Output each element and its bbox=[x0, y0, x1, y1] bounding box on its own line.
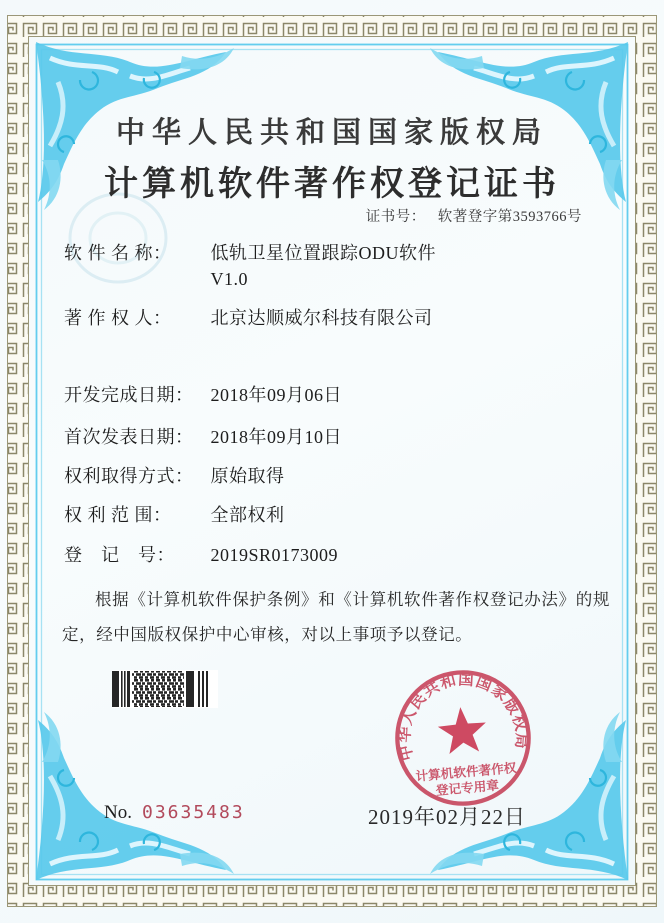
field-label: 开发完成日期： bbox=[64, 385, 194, 405]
field-row-dev-complete-date bbox=[64, 382, 342, 408]
field-row-registration-number bbox=[64, 542, 338, 568]
serial-prefix: No. bbox=[104, 802, 132, 823]
field-label: 权利取得方式： bbox=[64, 466, 194, 486]
certificate-number-label: 证书号： bbox=[365, 209, 426, 225]
field-row-acquisition-method bbox=[64, 463, 285, 489]
field-label: 首次发表日期： bbox=[64, 427, 194, 447]
software-name: 低轨卫星位置跟踪ODU软件 bbox=[210, 243, 436, 263]
software-version: V1.0 bbox=[210, 269, 248, 289]
barcode-2d-icon bbox=[112, 670, 218, 708]
field-row-rights-scope bbox=[64, 502, 285, 528]
dev-complete-date: 2018年09月06日 bbox=[210, 385, 342, 405]
field-value bbox=[211, 240, 437, 292]
field-row-copyright-owner bbox=[64, 305, 433, 331]
field-label: 著 作 权 人： bbox=[64, 308, 172, 328]
field-label: 软 件 名 称： bbox=[64, 243, 172, 263]
acquisition-method: 原始取得 bbox=[210, 466, 285, 486]
seal-line1: 计算机软件著作权 bbox=[415, 760, 517, 784]
field-row-first-publish-date bbox=[64, 424, 342, 450]
certificate-number-line bbox=[366, 205, 582, 226]
serial-number: 03635483 bbox=[141, 802, 245, 823]
rights-scope: 全部权利 bbox=[210, 505, 285, 525]
registration-number: 2019SR0173009 bbox=[210, 545, 339, 565]
registration-statement: 根据《计算机软件保护条例》和《计算机软件著作权登记办法》的规定，经中国版权保护中心审核，对以上事项予以登记。 bbox=[62, 590, 610, 644]
serial-number-line bbox=[104, 802, 245, 824]
copyright-owner: 北京达顺威尔科技有限公司 bbox=[210, 308, 433, 328]
issuing-authority-title: 中华人民共和国国家版权局 bbox=[115, 117, 548, 149]
official-seal bbox=[382, 657, 545, 820]
first-publish-date: 2018年09月10日 bbox=[210, 427, 342, 447]
certificate-title: 计算机软件著作权登记证书 bbox=[104, 166, 560, 203]
seal-line2: 登记专用章 bbox=[435, 778, 500, 798]
seal-ring-text: 中华人民共和国国家版权局 bbox=[396, 671, 530, 763]
field-label: 权 利 范 围： bbox=[64, 505, 172, 525]
field-row-software-name bbox=[64, 240, 436, 292]
issue-date: 2019年02月22日 bbox=[368, 805, 526, 829]
star-icon bbox=[436, 705, 488, 755]
certificate-number-value: 软著登字第3593766号 bbox=[437, 209, 582, 225]
field-label: 登 记 号： bbox=[64, 545, 175, 565]
